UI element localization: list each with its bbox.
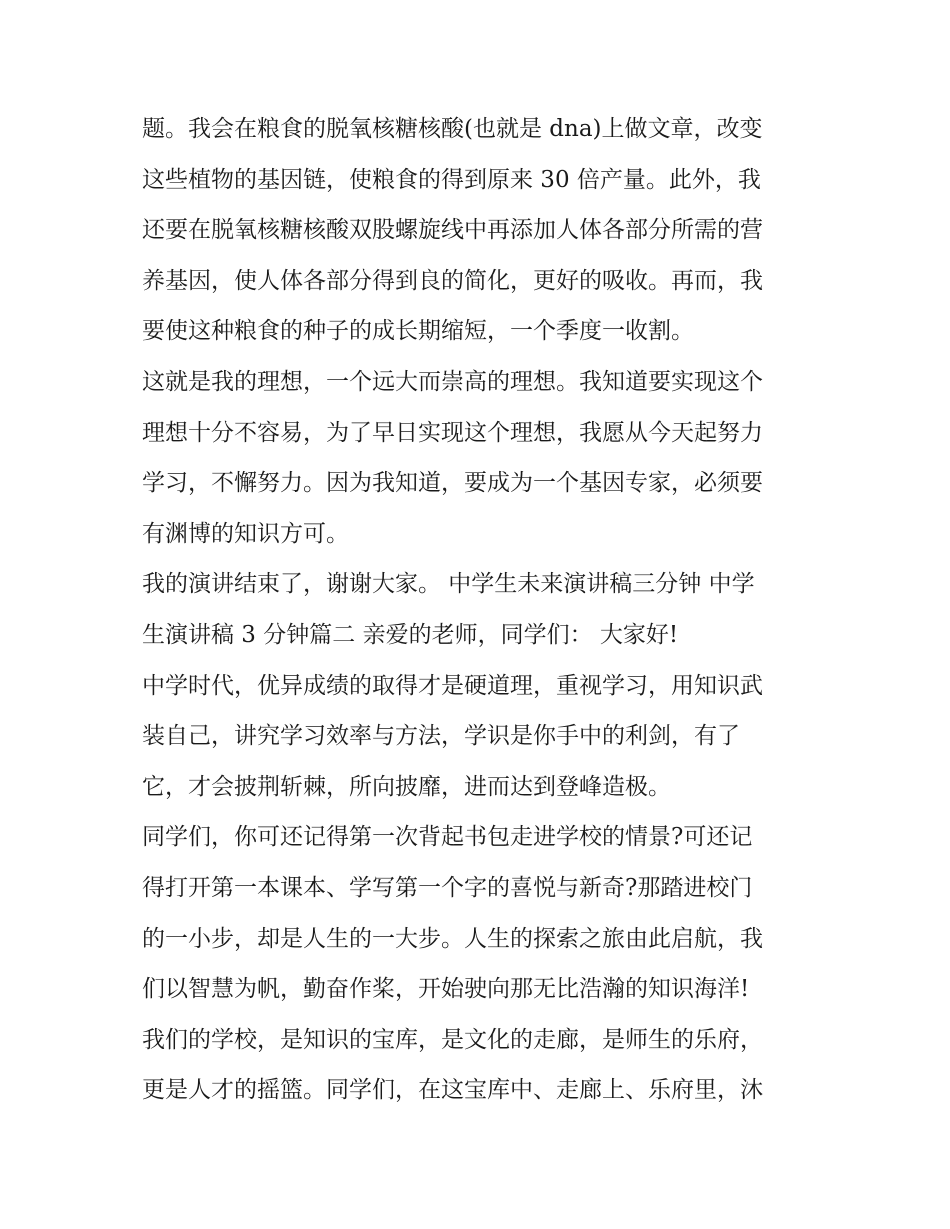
text-line: 中学时代，优异成绩的取得才是硬道理，重视学习，用知识武: [142, 672, 763, 699]
text-line: 这就是我的理想，一个远大而崇高的理想。我知道要实现这个: [142, 368, 763, 395]
text-line: 更是人才的摇篮。同学们，在这宝库中、走廊上、乐府里，沐: [142, 1077, 763, 1104]
text-line: 我的演讲结束了，谢谢大家。 中学生未来演讲稿三分钟 中学: [142, 571, 755, 598]
text-line: 们以智慧为帆，勤奋作桨，开始驶向那无比浩瀚的知识海洋!: [142, 976, 750, 1003]
text-line: 还要在脱氧核糖核酸双股螺旋线中再添加人体各部分所需的营: [142, 217, 763, 244]
text-line: 同学们，你可还记得第一次背起书包走进学校的情景?可还记: [142, 824, 753, 851]
text-line: 我们的学校，是知识的宝库，是文化的走廊，是师生的乐府，: [142, 1026, 763, 1053]
text-line: 养基因，使人体各部分得到良的简化，更好的吸收。再而，我: [142, 267, 763, 294]
text-line: 它，才会披荆斩棘，所向披靡，进而达到登峰造极。: [142, 773, 671, 800]
text-line: 生演讲稿 3 分钟篇二 亲爱的老师，同学们： 大家好!: [142, 621, 679, 648]
text-line: 题。我会在粮食的脱氧核糖核酸(也就是 dna)上做文章，改变: [142, 116, 763, 142]
text-line: 的一小步，却是人生的一大步。人生的探索之旅由此启航，我: [142, 925, 763, 952]
document-body: [142, 104, 822, 1116]
text-line: 得打开第一本课本、学写第一个字的喜悦与新奇?那踏进校门: [142, 874, 753, 901]
text-line: 学习，不懈努力。因为我知道，要成为一个基因专家，必须要: [142, 470, 763, 497]
text-line: 有渊博的知识方可。: [142, 520, 349, 547]
text-line: 理想十分不容易，为了早日实现这个理想，我愿从今天起努力: [142, 419, 763, 446]
text-line: 要使这种粮食的种子的成长期缩短，一个季度一收割。: [142, 318, 694, 345]
text-line: 这些植物的基因链，使粮食的得到原来 30 倍产量。此外，我: [142, 166, 761, 193]
text-line: 装自己，讲究学习效率与方法，学识是你手中的利剑，有了: [142, 723, 740, 750]
